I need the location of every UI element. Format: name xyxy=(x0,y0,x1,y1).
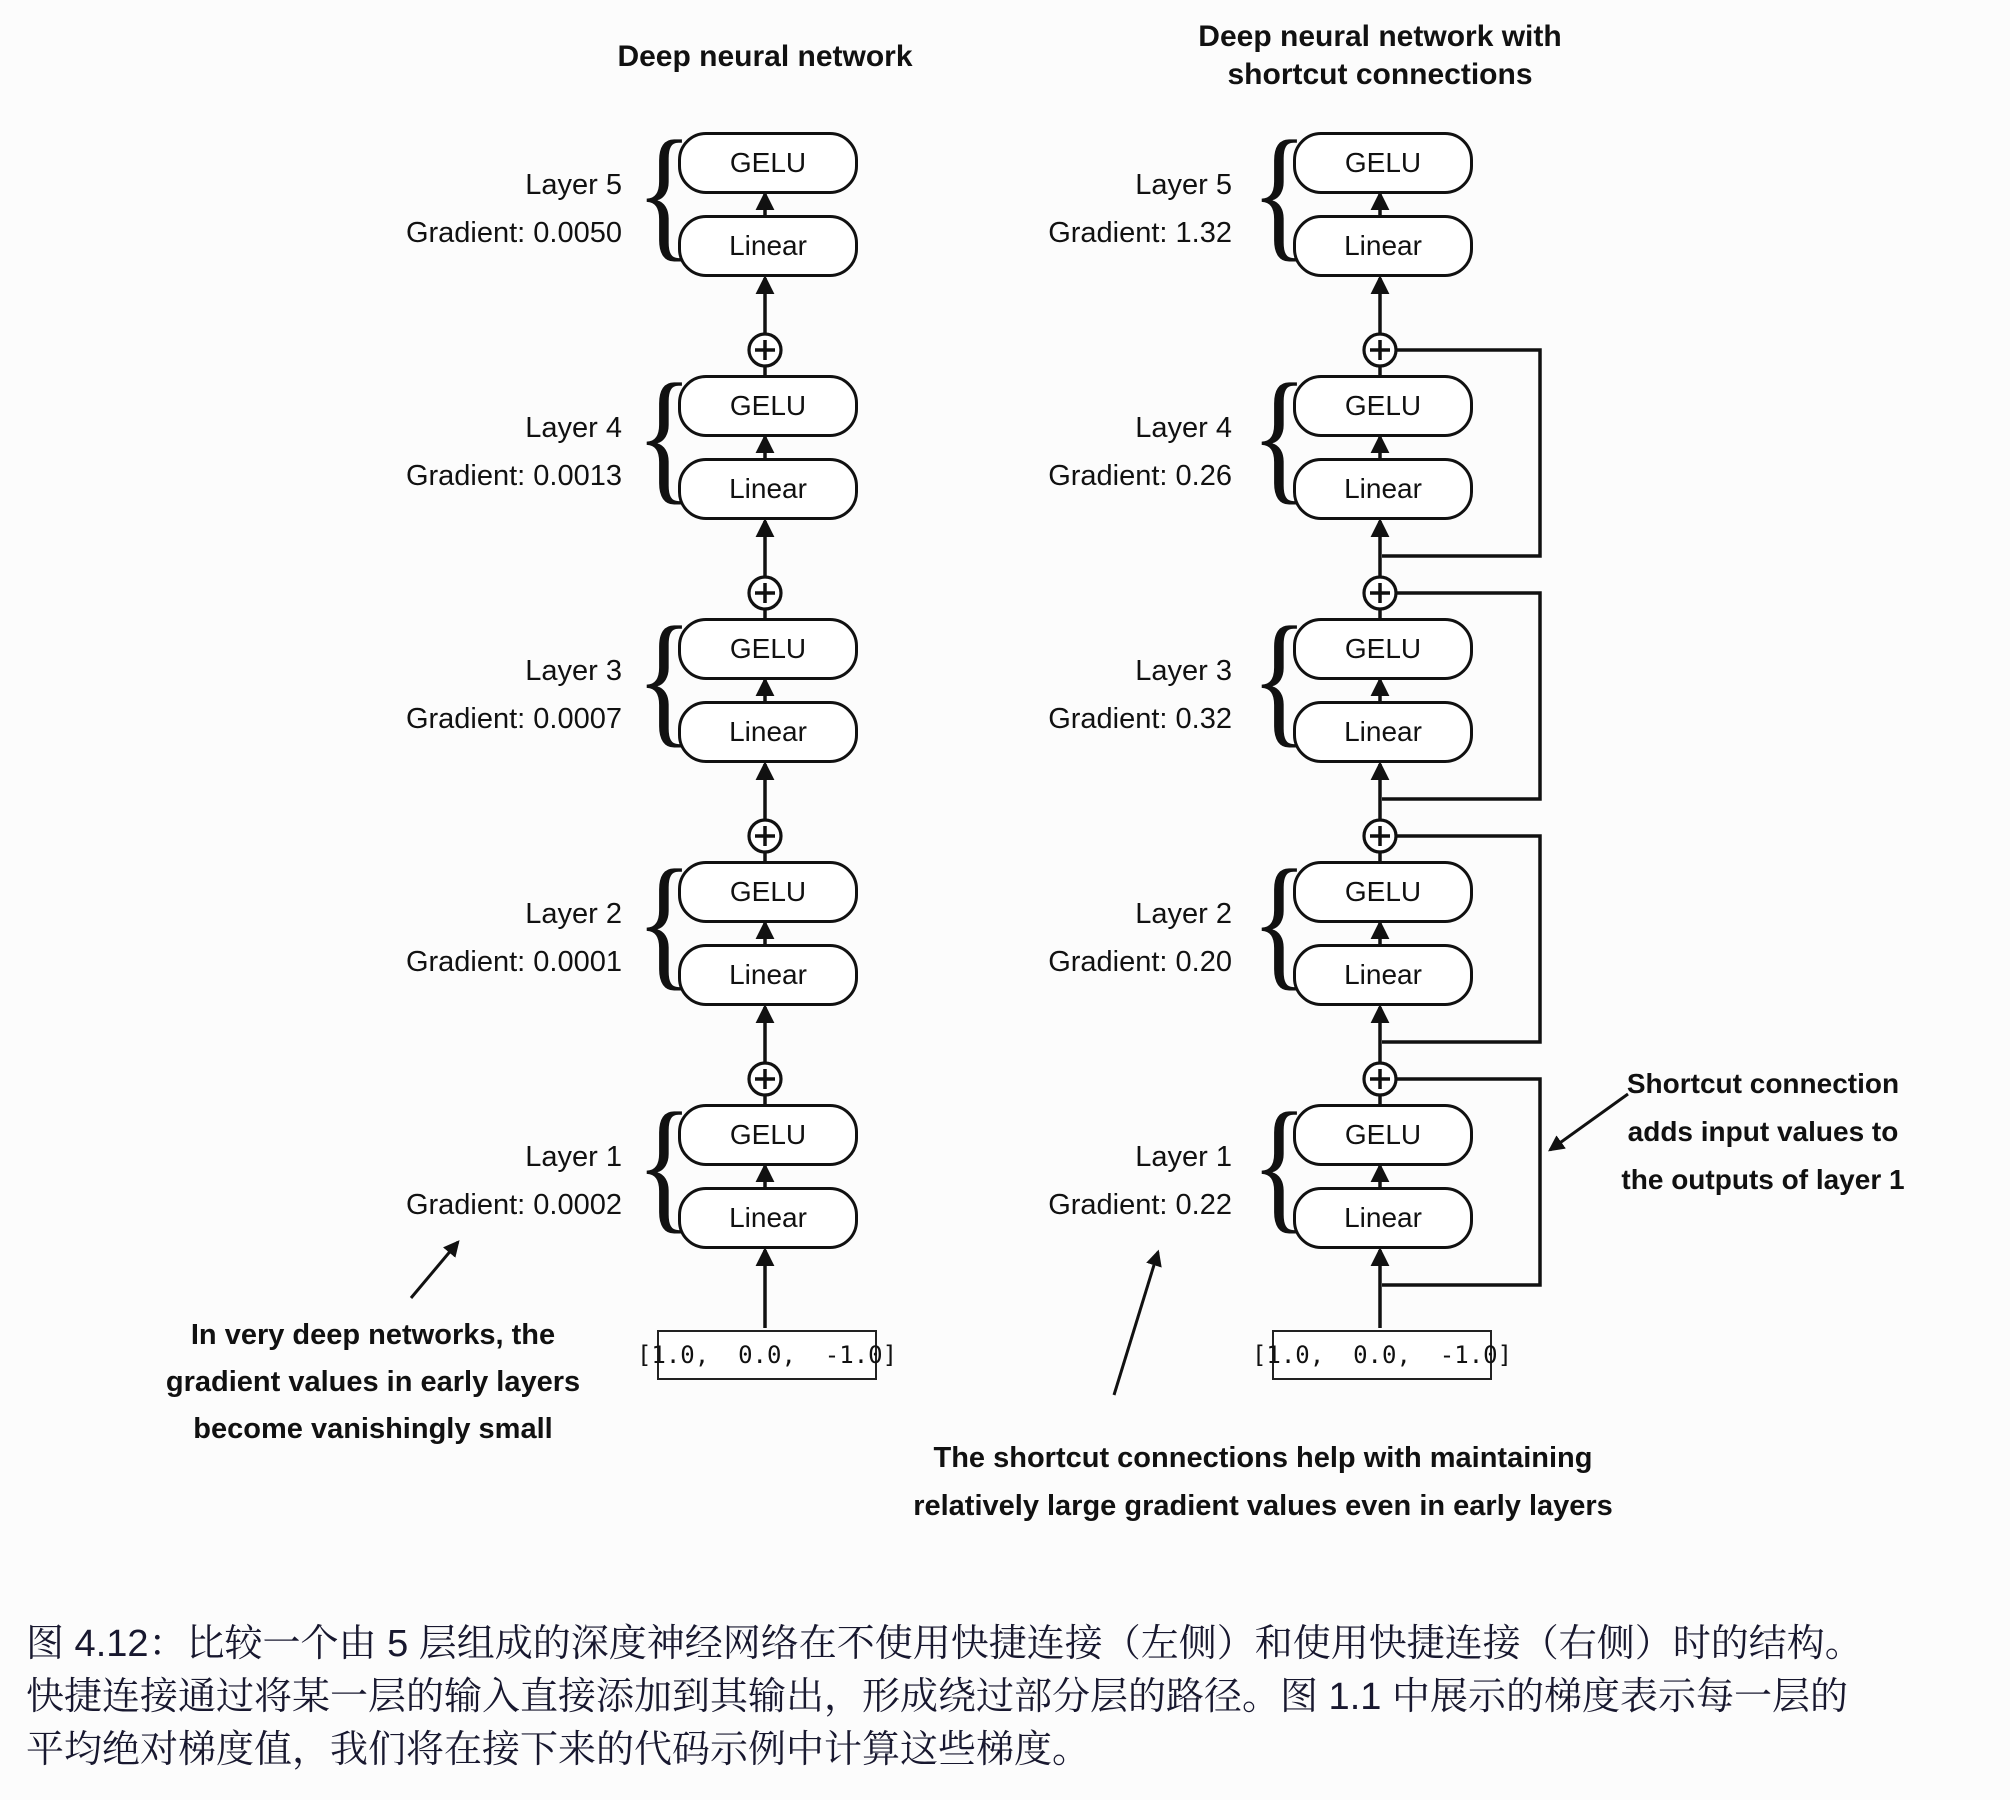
layer-name: Layer 2 xyxy=(525,898,622,930)
left-layer3-gelu-box: GELU xyxy=(678,618,858,680)
caption-line: 平均绝对梯度值，我们将在接下来的代码示例中计算这些梯度。 xyxy=(26,1729,1091,1771)
maintaining-annotation-arrow xyxy=(1114,1252,1158,1395)
brace-icon: { xyxy=(1251,596,1308,761)
right-layer5-gelu-box: GELU xyxy=(1293,132,1473,194)
plus-circle-icon xyxy=(749,334,781,366)
layer-gradient: Gradient: 0.0050 xyxy=(405,217,622,249)
right-layer1-label xyxy=(872,1133,1232,1229)
layer-name: Layer 2 xyxy=(1135,898,1232,930)
layer-gradient: Gradient: 0.0013 xyxy=(405,460,622,492)
left-layer3-label xyxy=(262,647,622,743)
layer-name: Layer 4 xyxy=(525,412,622,444)
right-network-title xyxy=(1080,18,1680,94)
right-input-vector: [1.0, 0.0, -1.0] xyxy=(1272,1330,1492,1380)
right-network-title-line2: shortcut connections xyxy=(1227,58,1533,91)
caption-line: 图 4.12：比较一个由 5 层组成的深度神经网络在不使用快捷连接（左侧）和使用快捷连接（右侧）时的结构。 xyxy=(26,1623,1863,1665)
right-layer4-gelu-box: GELU xyxy=(1293,375,1473,437)
annotation-line: gradient values in early layers xyxy=(165,1366,581,1398)
plus-circle-icon xyxy=(1364,820,1396,852)
left-layer2-gelu-box: GELU xyxy=(678,861,858,923)
left-layer4-gelu-box: GELU xyxy=(678,375,858,437)
annotation-line: become vanishingly small xyxy=(193,1413,553,1445)
layer-gradient: Gradient: 0.22 xyxy=(1048,1189,1232,1221)
brace-icon: { xyxy=(636,839,693,1004)
left-layer4-linear-box: Linear xyxy=(678,458,858,520)
brace-icon: { xyxy=(636,596,693,761)
annotation-line: The shortcut connections help with maintaining xyxy=(933,1442,1593,1474)
right-layer3-gelu-box: GELU xyxy=(1293,618,1473,680)
plus-circle-icon xyxy=(1364,334,1396,366)
layer-gradient: Gradient: 0.0001 xyxy=(405,946,622,978)
left-layer1-label xyxy=(262,1133,622,1229)
left-layer2-linear-box: Linear xyxy=(678,944,858,1006)
right-layer2-label xyxy=(872,890,1232,986)
left-layer3-linear-box: Linear xyxy=(678,701,858,763)
vanishing-gradient-annotation xyxy=(88,1312,658,1453)
plus-circle-icon xyxy=(1364,1063,1396,1095)
shortcut-connection-annotation xyxy=(1598,1060,1928,1204)
left-layer5-label xyxy=(262,161,622,257)
brace-icon: { xyxy=(636,1082,693,1247)
layer-gradient: Gradient: 0.20 xyxy=(1048,946,1232,978)
figure-caption xyxy=(26,1618,1991,1777)
right-layer5-linear-box: Linear xyxy=(1293,215,1473,277)
right-layer4-linear-box: Linear xyxy=(1293,458,1473,520)
right-layer4-label xyxy=(872,404,1232,500)
right-layer2-linear-box: Linear xyxy=(1293,944,1473,1006)
annotation-line: relatively large gradient values even in early layers xyxy=(913,1490,1613,1522)
layer-name: Layer 3 xyxy=(525,655,622,687)
annotation-line: Shortcut connection xyxy=(1626,1068,1900,1099)
right-layer5-label xyxy=(872,161,1232,257)
layer-gradient: Gradient: 0.0002 xyxy=(405,1189,622,1221)
layer-gradient: Gradient: 0.32 xyxy=(1048,703,1232,735)
right-layer3-linear-box: Linear xyxy=(1293,701,1473,763)
right-layer2-gelu-box: GELU xyxy=(1293,861,1473,923)
layer-name: Layer 1 xyxy=(1135,1141,1232,1173)
caption-line: 快捷连接通过将某一层的输入直接添加到其输出，形成绕过部分层的路径。图 1.1 中展示的梯度表示每一层的 xyxy=(26,1676,1848,1718)
plus-circle-icon xyxy=(749,577,781,609)
right-layer1-linear-box: Linear xyxy=(1293,1187,1473,1249)
layer-gradient: Gradient: 1.32 xyxy=(1048,217,1232,249)
left-layer1-linear-box: Linear xyxy=(678,1187,858,1249)
layer-name: Layer 5 xyxy=(1135,169,1232,201)
layer-name: Layer 3 xyxy=(1135,655,1232,687)
annotation-line: the outputs of layer 1 xyxy=(1621,1164,1905,1195)
right-layer1-gelu-box: GELU xyxy=(1293,1104,1473,1166)
left-layer4-label xyxy=(262,404,622,500)
left-layer5-gelu-box: GELU xyxy=(678,132,858,194)
brace-icon: { xyxy=(636,353,693,518)
brace-icon: { xyxy=(1251,1082,1308,1247)
layer-gradient: Gradient: 0.0007 xyxy=(405,703,622,735)
left-layer1-gelu-box: GELU xyxy=(678,1104,858,1166)
brace-icon: { xyxy=(1251,110,1308,275)
annotation-line: In very deep networks, the xyxy=(190,1319,556,1351)
layer-name: Layer 1 xyxy=(525,1141,622,1173)
left-input-vector: [1.0, 0.0, -1.0] xyxy=(657,1330,877,1380)
right-network-title-line1: Deep neural network with xyxy=(1198,20,1562,53)
plus-circle-icon xyxy=(749,820,781,852)
layer-gradient: Gradient: 0.26 xyxy=(1048,460,1232,492)
maintaining-gradient-annotation xyxy=(883,1434,1643,1530)
right-layer3-label xyxy=(872,647,1232,743)
plus-circle-icon xyxy=(749,1063,781,1095)
vanishing-annotation-arrow xyxy=(411,1242,458,1298)
brace-icon: { xyxy=(1251,353,1308,518)
left-network-title: Deep neural network xyxy=(617,40,913,73)
layer-name: Layer 4 xyxy=(1135,412,1232,444)
left-layer2-label xyxy=(262,890,622,986)
left-layer5-linear-box: Linear xyxy=(678,215,858,277)
brace-icon: { xyxy=(1251,839,1308,1004)
annotation-line: adds input values to xyxy=(1627,1116,1899,1147)
layer-name: Layer 5 xyxy=(525,169,622,201)
plus-circle-icon xyxy=(1364,577,1396,609)
brace-icon: { xyxy=(636,110,693,275)
